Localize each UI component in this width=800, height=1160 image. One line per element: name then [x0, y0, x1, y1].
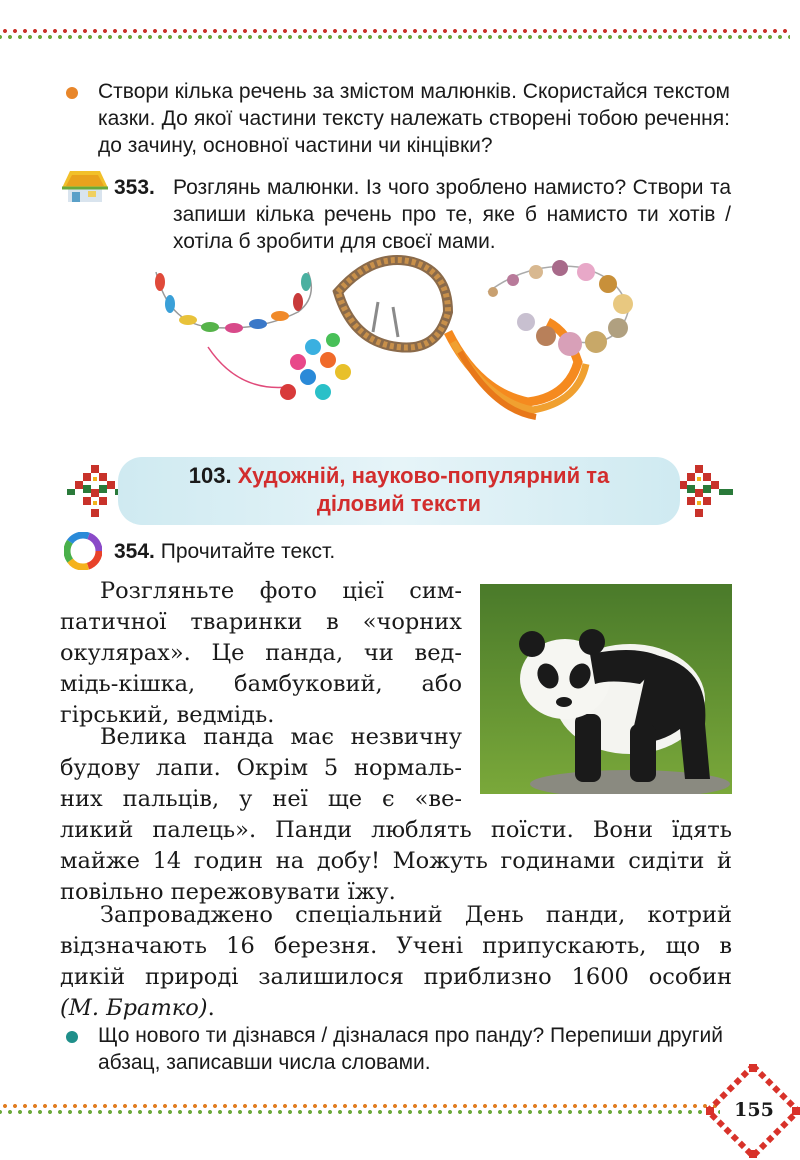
exercise-353-text: Розглянь малюнки. Із чого зроблено намисто? Створи та запиши кілька речень про те, яке б намисто ти хотів / хотіла б зробити для своєї мами.	[173, 176, 731, 253]
author-end: .	[207, 995, 215, 1021]
bullet-icon	[66, 1031, 78, 1043]
text-line: гірський, ведмідь.	[60, 702, 275, 728]
section-title-line1: Художній, науково-популярний та	[237, 463, 610, 488]
text-paragraph-1	[60, 576, 462, 731]
text-line: майже 14 годин на добу! Можуть годинами сидіти й	[60, 848, 732, 874]
text-line: Запроваджено спеціальний День панди, котрий	[100, 902, 732, 928]
text-line: будову лапи. Окрім 5 нормаль-	[60, 755, 462, 781]
section-number: 103.	[188, 463, 232, 488]
text-line: дикій природі залишилося приблизно 1600 особин	[60, 964, 732, 990]
exercise-354-instruction: Прочитайте текст.	[160, 540, 336, 563]
text-line: окулярах». Це панда, чи вед-	[60, 640, 462, 666]
necklaces-image	[148, 252, 658, 420]
decorative-border-top	[0, 28, 790, 40]
bullet-icon	[66, 87, 78, 99]
question-task: Що нового ти дізнався / дізналася про панду? Перепиши другий абзац, записавши числа словами.	[98, 1024, 723, 1074]
author: (М. Братко)	[60, 995, 208, 1021]
page-number: 155	[734, 1099, 774, 1121]
tassel-necklace	[208, 333, 351, 400]
text-paragraph-2	[60, 722, 732, 908]
text-line: Велика панда має незвичну	[100, 724, 462, 750]
house-icon	[58, 168, 112, 206]
text-line: них пальців, у неї ще є «ве-	[60, 786, 462, 812]
paper-bead-necklace	[155, 272, 311, 333]
color-wheel-icon	[64, 532, 102, 570]
button-necklace	[488, 260, 633, 356]
decorative-border-bottom	[0, 1103, 720, 1115]
intro-task: Створи кілька речень за змістом малюнків. Скористайся текстом казки. До якої частини тексту належать створені тобою речення: до зачину, основної частини чи кінцівки?	[98, 80, 730, 157]
text-line: Розгляньте фото цієї сим-	[100, 578, 462, 604]
text-line: повільно пережовувати їжу.	[60, 879, 396, 905]
section-title-line2: діловий тексти	[316, 491, 482, 516]
exercise-354	[114, 538, 335, 565]
text-line: відзначають 16 березня. Учені припускають, що в	[60, 933, 732, 959]
wooden-necklace	[338, 260, 448, 348]
text-line: ликий палець». Панди люблять поїсти. Вони їдять	[60, 817, 732, 843]
section-title	[118, 462, 680, 518]
exercise-353-number: 353.	[114, 176, 155, 199]
text-line	[60, 993, 732, 1024]
text-line: патичної тваринки в «чорних	[60, 609, 462, 635]
text-line: мідь-кішка, бамбуковий, або	[60, 671, 462, 697]
text-paragraph-3	[60, 900, 732, 1024]
exercise-354-number: 354.	[114, 540, 155, 563]
